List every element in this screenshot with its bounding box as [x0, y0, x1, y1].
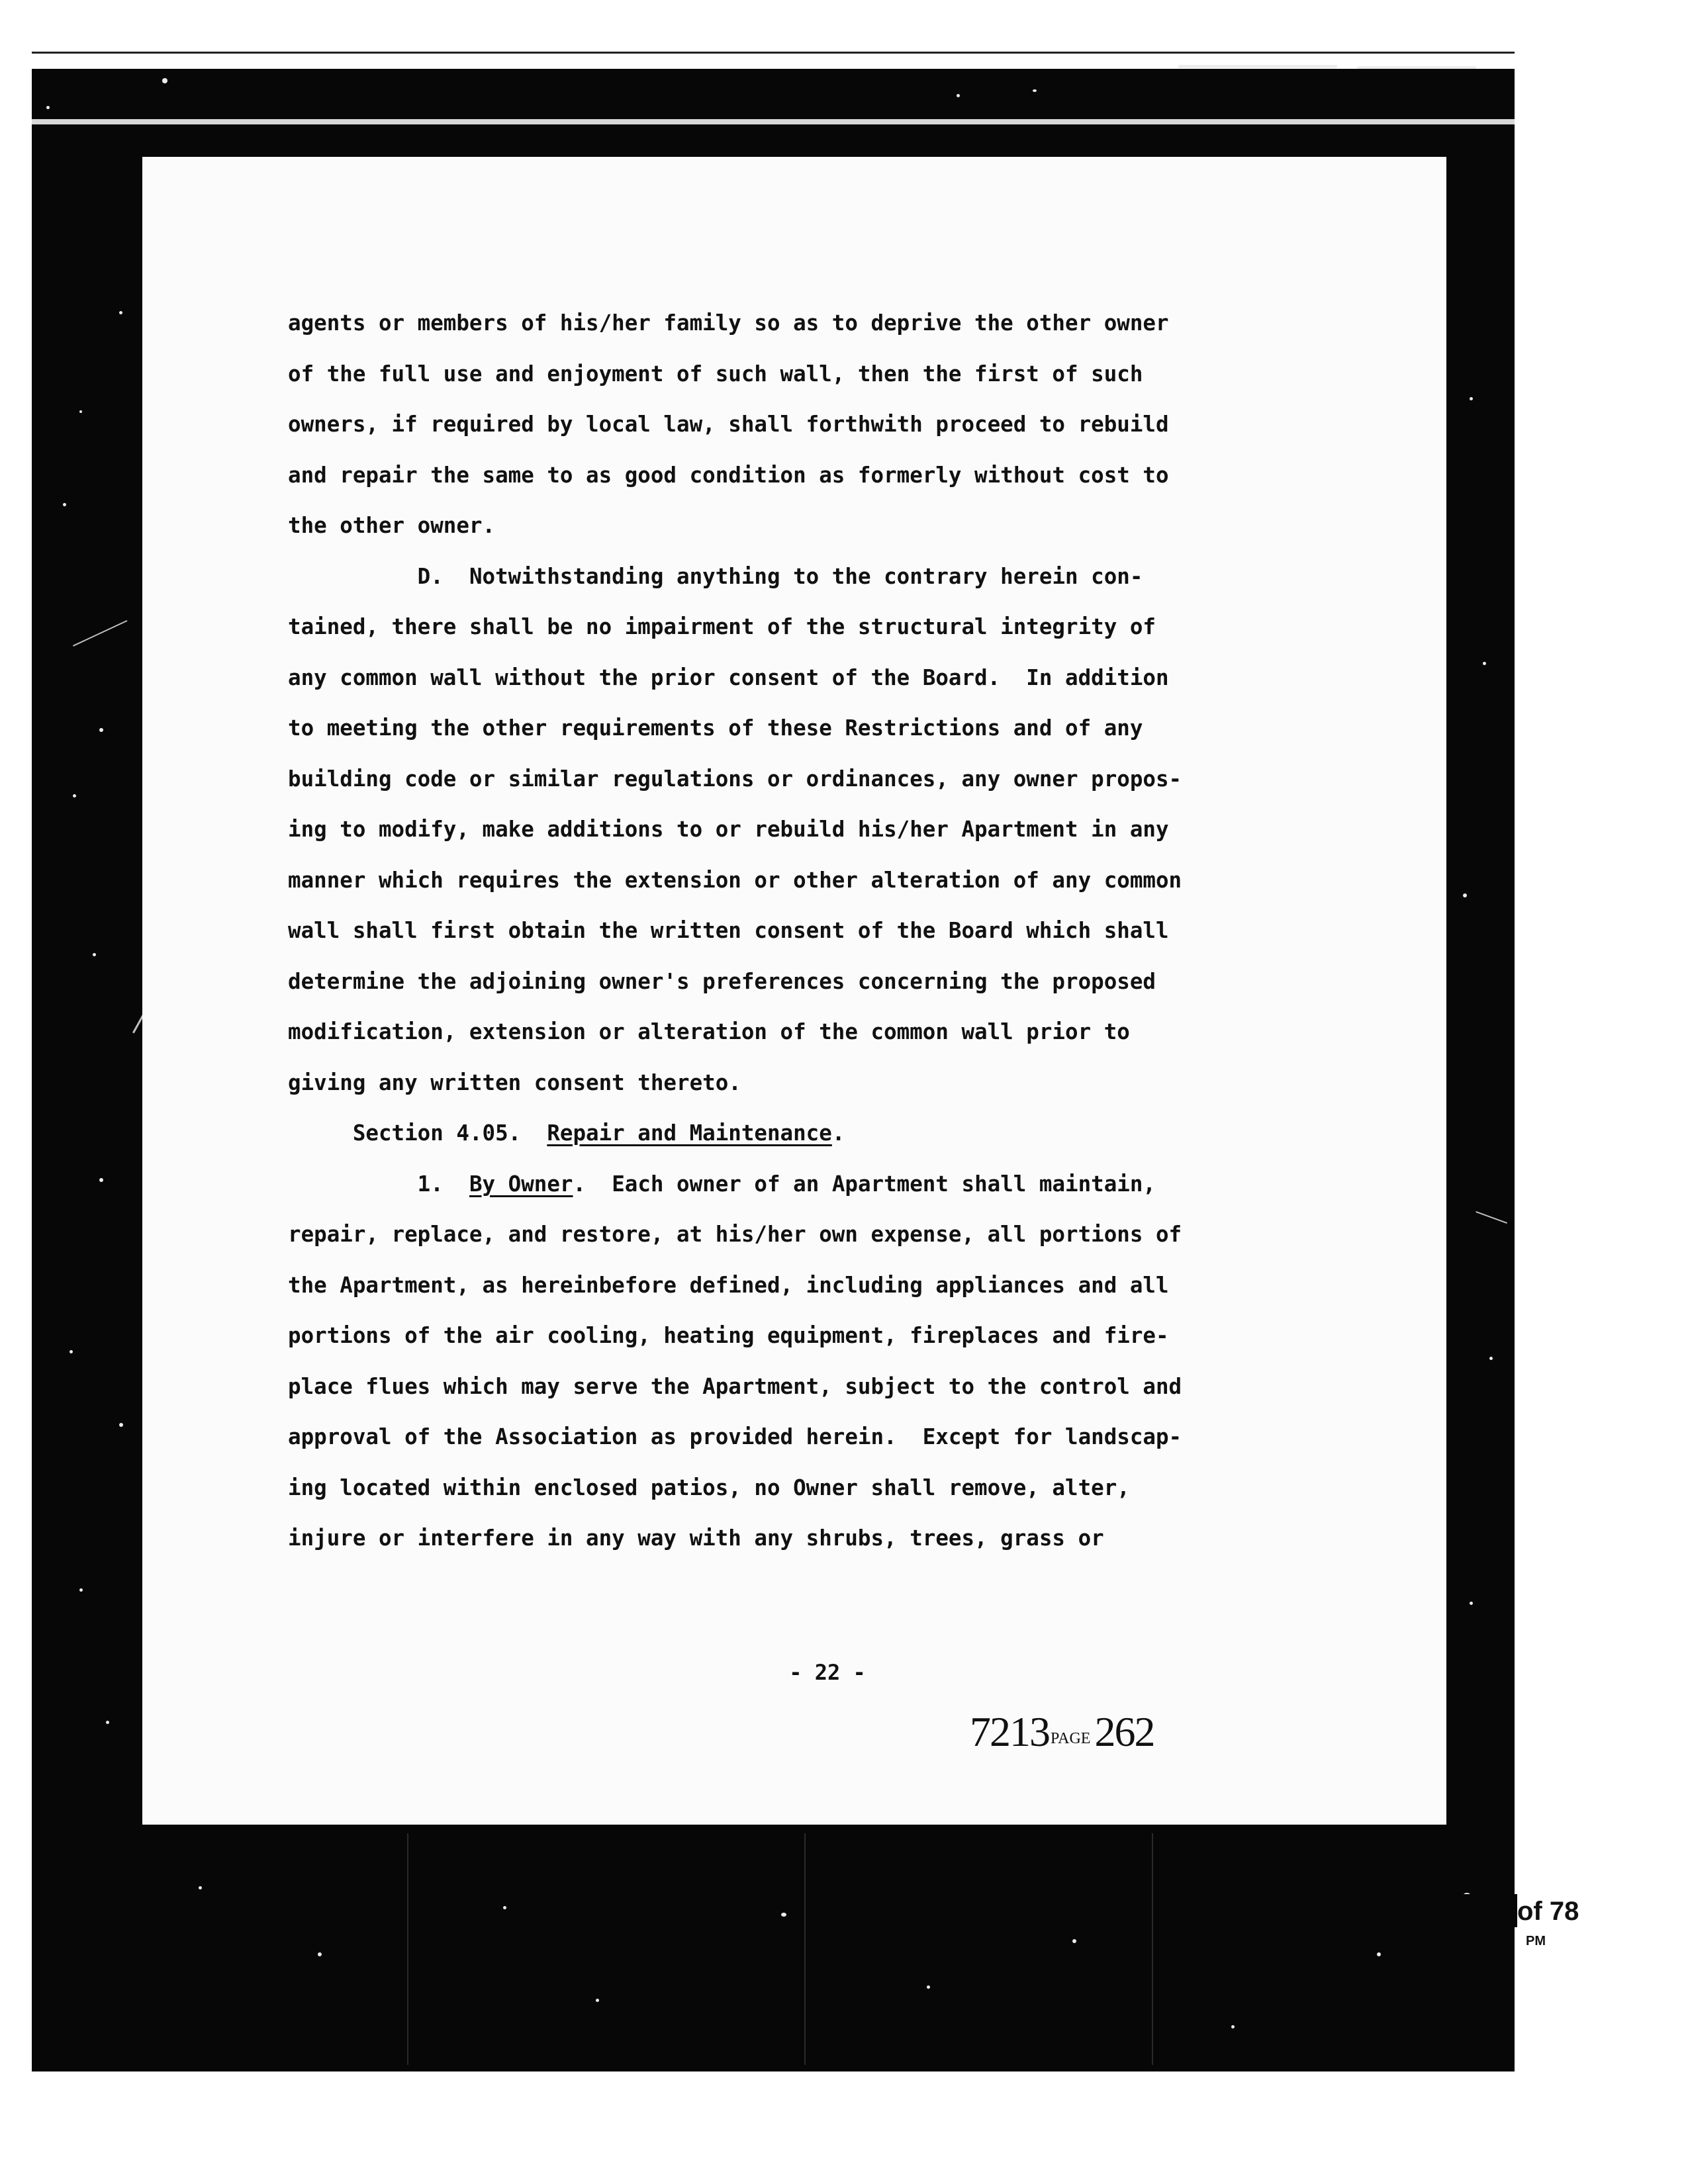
- line-text: the Apartment, as hereinbefore defined, including appliances and all: [288, 1272, 1169, 1298]
- text-line: [288, 1310, 1360, 1361]
- scan-speck: [1357, 66, 1476, 69]
- page-counter: of 78: [1517, 1897, 1579, 1926]
- line-text: giving any written consent thereto.: [288, 1069, 741, 1095]
- line-text: D. Notwithstanding anything to the contrary herein con-: [417, 563, 1143, 589]
- scan-speck: [1178, 65, 1337, 68]
- scan-speck: [957, 94, 960, 97]
- scan-column-line: [1152, 1833, 1153, 2065]
- timestamp-suffix: PM: [1526, 1934, 1546, 1948]
- scan-speck: [596, 1999, 599, 2002]
- scan-speck: [1231, 2025, 1235, 2028]
- stamp-page-number: 262: [1094, 1708, 1154, 1755]
- line-indent: [288, 564, 418, 589]
- book-page-stamp: [970, 1707, 1154, 1756]
- scan-speck: [93, 953, 96, 956]
- scan-speck: [73, 794, 76, 797]
- top-rule: [32, 52, 1515, 54]
- book-number: 7213: [970, 1708, 1049, 1755]
- text-line: [288, 1513, 1360, 1564]
- page-number: - 22 -: [789, 1660, 866, 1685]
- scan-speck: [119, 311, 122, 314]
- line-text: .: [831, 1120, 845, 1146]
- scan-speck: [106, 1721, 109, 1724]
- line-text: of the full use and enjoyment of such wall, then the first of such: [288, 361, 1143, 387]
- line-text: to meeting the other requirements of these Restrictions and of any: [288, 715, 1143, 741]
- line-text: ing located within enclosed patios, no Owner shall remove, alter,: [288, 1475, 1130, 1500]
- text-line: [288, 551, 1360, 602]
- line-text: repair, replace, and restore, at his/her own expense, all portions of: [288, 1222, 1182, 1247]
- scan-speck: [503, 1906, 506, 1909]
- line-text: manner which requires the extension or other alteration of any common: [288, 867, 1182, 893]
- scan-speck: [46, 106, 50, 109]
- text-line: [288, 1260, 1360, 1311]
- line-text: owners, if required by local law, shall forthwith proceed to rebuild: [288, 412, 1169, 437]
- text-line: [288, 855, 1360, 906]
- scan-band-gap: [32, 119, 1515, 124]
- line-indent: [288, 1120, 353, 1146]
- line-text: portions of the air cooling, heating equipment, fireplaces and fire-: [288, 1323, 1169, 1348]
- underlined-heading: By Owner: [469, 1171, 573, 1197]
- line-text: ing to modify, make additions to or rebuild his/her Apartment in any: [288, 817, 1169, 842]
- scan-speck: [1033, 89, 1037, 92]
- scan-speck: [70, 1350, 73, 1353]
- scan-speck: [79, 410, 82, 413]
- scan-speck: [1463, 893, 1467, 897]
- scan-speck: [1470, 1602, 1473, 1605]
- text-line: [288, 602, 1360, 653]
- line-text: and repair the same to as good condition as formerly without cost to: [288, 462, 1169, 488]
- text-line: [288, 703, 1360, 754]
- text-line: [288, 450, 1360, 501]
- counter-obscured-digits: [1463, 1894, 1517, 1927]
- document-body: [288, 298, 1360, 1564]
- text-line: [288, 804, 1360, 855]
- line-lead: 1.: [417, 1171, 469, 1197]
- scan-speck: [79, 1588, 83, 1592]
- line-lead: Section 4.05.: [352, 1120, 547, 1146]
- line-text: injure or interfere in any way with any shrubs, trees, grass or: [288, 1525, 1104, 1551]
- text-line: [288, 653, 1360, 704]
- scan-speck: [99, 728, 103, 732]
- text-line: [288, 1058, 1360, 1109]
- text-line: [288, 1361, 1360, 1412]
- line-text: . Each owner of an Apartment shall maintain,: [573, 1171, 1156, 1197]
- text-line: [288, 754, 1360, 805]
- line-text: place flues which may serve the Apartment, subject to the control and: [288, 1373, 1182, 1399]
- scan-speck: [199, 1886, 202, 1889]
- line-text: any common wall without the prior consent of the Board. In addition: [288, 664, 1169, 690]
- line-text: building code or similar regulations or ordinances, any owner propos-: [288, 766, 1182, 792]
- scan-speck: [1483, 662, 1486, 665]
- line-indent: [288, 1171, 418, 1197]
- text-line: [288, 500, 1360, 551]
- scan-speck: [927, 1985, 930, 1989]
- scan-speck: [318, 1952, 322, 1956]
- line-text: agents or members of his/her family so as to deprive the other owner: [288, 310, 1169, 336]
- scan-speck: [99, 1178, 103, 1182]
- line-text: wall shall first obtain the written consent of the Board which shall: [288, 918, 1169, 943]
- stamp-page-word: PAGE: [1051, 1730, 1091, 1747]
- scan-speck: [1072, 1939, 1076, 1943]
- text-line: [288, 956, 1360, 1007]
- scan-speck: [1470, 397, 1473, 400]
- line-text: modification, extension or alteration of the common wall prior to: [288, 1019, 1130, 1044]
- text-line: [288, 399, 1360, 450]
- scan-speck: [119, 1423, 123, 1427]
- text-line: [288, 1209, 1360, 1260]
- underlined-heading: Repair and Maintenance: [547, 1120, 832, 1146]
- line-text: tained, there shall be no impairment of the structural integrity of: [288, 614, 1156, 639]
- scan-column-line: [804, 1833, 806, 2065]
- line-text: determine the adjoining owner's preferences concerning the proposed: [288, 968, 1156, 994]
- text-line: [288, 349, 1360, 400]
- line-text: approval of the Association as provided herein. Except for landscap-: [288, 1424, 1182, 1449]
- text-line: [288, 905, 1360, 956]
- text-line: [288, 1463, 1360, 1514]
- text-line: [288, 1108, 1360, 1159]
- scan-column-line: [407, 1833, 408, 2065]
- scan-speck: [1377, 1952, 1381, 1956]
- text-line: [288, 1159, 1360, 1210]
- text-line: [288, 298, 1360, 349]
- text-line: [288, 1007, 1360, 1058]
- scan-speck: [162, 78, 167, 83]
- scan-speck: [781, 1913, 786, 1917]
- line-text: the other owner.: [288, 513, 496, 538]
- scan-speck: [1489, 1357, 1493, 1360]
- text-line: [288, 1412, 1360, 1463]
- scan-speck: [63, 503, 66, 506]
